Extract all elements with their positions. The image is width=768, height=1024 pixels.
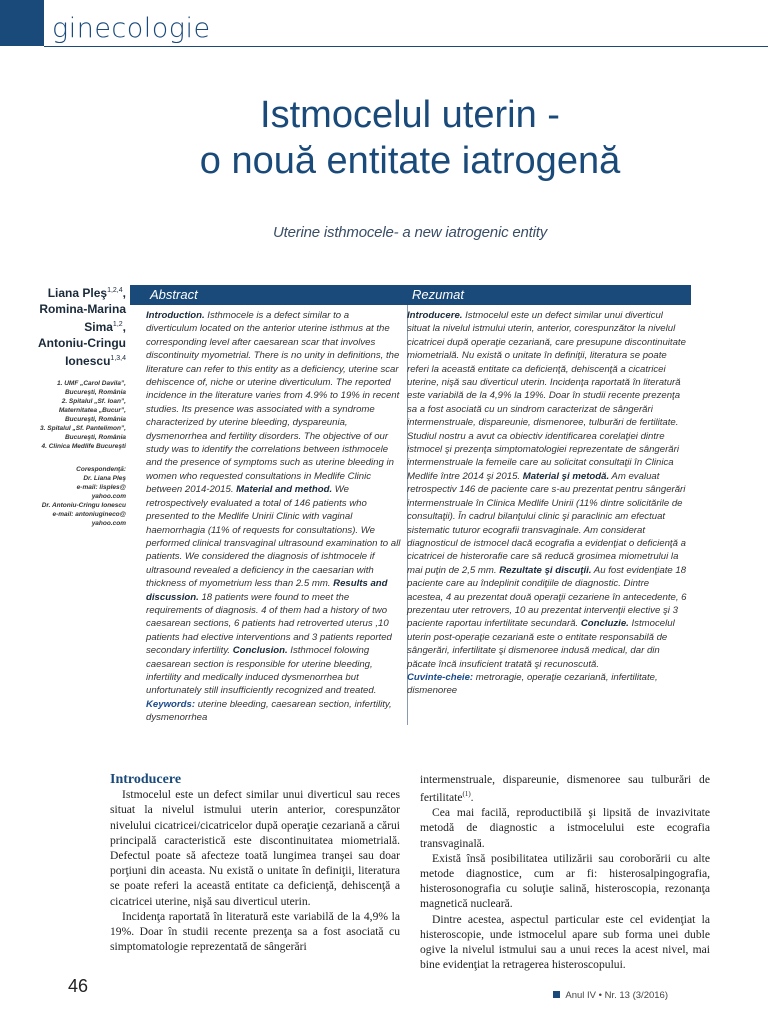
issue-label: Anul IV • Nr. 13 (3/2016) xyxy=(565,990,668,1001)
abstract-subhead: Rezultate şi discuţii. xyxy=(499,564,592,576)
abstract-subhead: Conclusion. xyxy=(232,645,288,657)
article-title xyxy=(100,92,720,184)
affiliation-line: 2. Spitalul „Sf. Ioan”, xyxy=(61,398,126,405)
correspondence-line: yahoo.com xyxy=(91,520,126,527)
abstract-english xyxy=(146,309,401,725)
correspondence-line: e-mail: lisples@ xyxy=(76,484,126,491)
keywords-text: metroragie, operaţie cezariană, infertilitate, dismenoree xyxy=(407,671,658,697)
affiliation-line: 1. UMF „Carol Davila”, xyxy=(57,380,126,387)
author-affil-sup: 1,2,4 xyxy=(107,287,123,294)
keywords-label: Cuvinte-cheie: xyxy=(407,671,474,683)
body-paragraph: Cea mai facilă, reproductibilă şi lipsită de invazivitate metodă de diagnostic a istmocelului este ecografia transvaginală. xyxy=(420,806,710,850)
author-names xyxy=(8,283,126,369)
abstract-header-bar xyxy=(130,285,691,305)
keywords-text: uterine bleeding, caesarean section, infertility, dysmenorrhea xyxy=(146,698,392,724)
correspondence-line: Dr. Liana Pleş xyxy=(83,475,126,482)
affiliation-line: 3. Spitalul „Sf. Pantelimon”, xyxy=(40,425,126,432)
abstract-text: Istmocelul este un defect similar unui diverticul situat la nivelul istmului uterin, anterior, corespunzător la nivelul cicatricei după operaţie cezariană, care presupune discontinuitate miometrială. Nu există o unitate în definiţii, literatura se poate referi la această entitate ca deficienţă, dehiscenţă a cicatricei uterine, nişă sau diverticul uterin. Incidenţa raportată în literatură este variabilă de la 4,9% la 19%. Doar în studii recente prezenţa sa a fost asociată cu un sindrom caracterizat de sângerări intermenstruale, dispareunie, dismenoree, tulburări de fertilitate. Studiul nostru a avut ca obiectiv identificarea corelaţiei dintre istmocel şi prezenţa simptomatologiei reprezentate de sângerări intermenstruale la femeile care au solicitat consultaţii în Clinica Medlife între 2014 şi 2015. xyxy=(407,310,686,482)
correspondence-line: Dr. Antoniu-Cringu Ionescu xyxy=(41,502,126,509)
author-sep: , xyxy=(122,286,126,300)
issue-footer xyxy=(553,990,668,1001)
body-text: intermenstruale, dispareunie, dismenoree sau tulburări de fertilitate xyxy=(420,773,710,805)
title-line-1: Istmocelul uterin - xyxy=(260,94,560,136)
citation: (1) xyxy=(462,790,471,799)
correspondence-line: e-mail: antoniugineco@ xyxy=(52,511,126,518)
author-name-text: Romina-Marina Sima xyxy=(39,302,126,334)
body-paragraph: Dintre acestea, aspectul particular este cel evidenţiat la histeroscopie, unde istmocelul apare sub forma unei duble ogive la nivelul istmului sau a unui reces la acest nivel, mai bine evidenţiat la retragerea histeroscopului. xyxy=(420,912,710,972)
title-line-2: o nouă entitate iatrogenă xyxy=(199,140,621,182)
body-paragraph: Istmocelul este un defect similar unui diverticul sau reces situat la nivelul istmului uterin anterior, corespunzător nivelului cicatricei/cicatricelor după operaţie cezariană a cărui principală caracteristică este discontinuitatea miometrială. Defectul poate să afecteze toată lungimea tranşei sau doar porţiuni din aceasta. Nu există o unitate în definiţii, literatura se poate referi la această entitate ca deficienţă, dehiscenţă a cicatricei uterine, nişă sau diverticul uterin. xyxy=(110,788,400,908)
abstract-heading: Abstract xyxy=(150,287,198,302)
author-name-text: Liana Pleş xyxy=(47,286,108,300)
header-accent-block xyxy=(0,0,44,46)
abstract-text: Istmocelul uterin post-operaţie cezariană este o entitate responsabilă de sângerări, infertilitate şi dismenoree indusă medical, dar din păcate încă insuficient tratată şi recunoscută. xyxy=(407,618,675,670)
abstract-text: 18 patients were found to meet the requirements of diagnosis. 4 of them had a history of two caesarean sections, 6 patients had retroverted uterus ,10 patients had elective interventions and 3 patients reported secondary infertility. xyxy=(146,591,392,657)
affiliation-line: Maternitatea „Bucur”, xyxy=(58,407,126,414)
abstract-subhead: Introducere. xyxy=(407,310,463,321)
author-affil-sup: 1,2 xyxy=(112,321,123,328)
section-heading-introducere: Introducere xyxy=(110,772,182,787)
author-name xyxy=(8,301,126,335)
keywords-label: Keywords: xyxy=(146,698,196,710)
body-paragraph: Incidenţa raportată în literatură este variabilă de la 4,9% la 19%. Doar în studii recente prezenţa sa a fost asociată cu simptomatologie reprezentată de sângerări xyxy=(110,909,400,954)
abstract-subhead: Material şi metodă. xyxy=(522,470,610,482)
abstract-text: We retrospectively evaluated a total of 146 patients who presented to the Medlife Unirii Clinic with vaginal haemorrhagia (11% of requests for consultations). We performed clinical transvaginal ultrasound examination to all patients. We considered the diagnosis of ishtmocele if ultrasound revealed a deficiency in the caesarian with thickness of myometrium less than 2.5 mm. xyxy=(146,484,401,590)
rezumat-heading: Rezumat xyxy=(412,287,465,302)
abstract-romanian xyxy=(407,309,687,698)
page-number: 46 xyxy=(68,976,89,996)
affiliation-line: 4. Clinica Medlife Bucureşti xyxy=(41,443,126,450)
header-rule xyxy=(44,46,768,47)
author-sep: , xyxy=(122,320,126,334)
correspondence-line: Corespondenţă: xyxy=(76,466,126,473)
affiliations xyxy=(8,379,126,451)
body-column-right xyxy=(420,772,710,973)
affiliation-line: Bucureşti, România xyxy=(64,389,126,396)
section-name: ginecologie xyxy=(52,13,211,44)
abstract-subhead: Introduction. xyxy=(146,310,205,321)
correspondence-line: yahoo.com xyxy=(91,493,126,500)
author-name xyxy=(8,335,126,369)
body-text: . xyxy=(470,791,474,805)
correspondence xyxy=(8,465,126,528)
body-column-left xyxy=(110,772,400,954)
article-subtitle: Uterine isthmocele- a new iatrogenic entity xyxy=(272,224,548,241)
abstract-subhead: Concluzie. xyxy=(580,618,629,630)
author-name xyxy=(8,283,126,301)
affiliation-line: Bucureşti, România xyxy=(64,434,126,441)
abstract-text: Am evaluat retrospectiv 146 de paciente care s-au prezentat pentru sângerări intermenstruale în Clinica Medlife Unirii (11% dintre solicitările de consultaţii). În cadrul bilanţului clinic şi paraclinic am efectuat sistematic tuturor ecografii transvaginale. Am considerat diagnosticul de istmocel dacă ecografia a evidenţiat o deficienţă a cicatricei de histerorafie care să reducă grosimea miometrului la mai puţin de 2,5 mm. xyxy=(407,470,686,576)
abstract-subhead: Results and discussion. xyxy=(146,578,388,603)
abstract-text: Isthmocel folowing caesarean section is responsible for uterine bleeding, infertility and medically induced dysmenorrhea but unfortunately still insufficiently recognized and treated. xyxy=(146,645,377,697)
author-name-text: Antoniu-Cringu Ionescu xyxy=(38,336,126,368)
square-bullet-icon xyxy=(553,991,560,998)
body-paragraph: Există însă posibilitatea utilizării sau coroborării cu alte metode diagnostice, cum ar fi: histerosalpingografia, histerosonografia cu soluţie salină, histeroscopia, rezonanţa magnetică nucleară. xyxy=(420,851,710,911)
abstract-text: Isthmocele is a defect similar to a diverticulum located on the anterior uterine isthmus at the corresponding level after caesarean scar that involves discontinuity myometrial. There is no unity in definitions, the literature can refer to this entity as a deficiency, uterine scar dehiscence of, niche or uterine diverticulum. The reported incidence in the literature varies from 4.9% to 19% in recent studies. Its presence was associated with a syndrome characterized by uterine bleeding, dyspareunia, dysmenorrhea and fertility disorders. The objective of our study was to identify the correlations between isthmocele and the presence of symptoms such as uterine bleeding in women who requested consultations in Medlife Clinic between 2014-2015. xyxy=(146,310,400,496)
abstract-subhead: Material and method. xyxy=(236,484,333,496)
author-affil-sup: 1,3,4 xyxy=(110,355,126,362)
body-paragraph xyxy=(420,772,710,805)
abstract-text: Au fost evidenţiate 18 paciente care au îndeplinit condiţiile de diagnostic. Dintre acestea, 4 au prezentat două operaţii cezariene în antecedente, 6 prezentau uter retrovers, 10 au prezentat intervenţii elective şi 3 paciente raportau infertilitate secundară. xyxy=(407,564,687,630)
authors-block xyxy=(8,283,126,528)
affiliation-line: Bucureşti, România xyxy=(64,416,126,423)
